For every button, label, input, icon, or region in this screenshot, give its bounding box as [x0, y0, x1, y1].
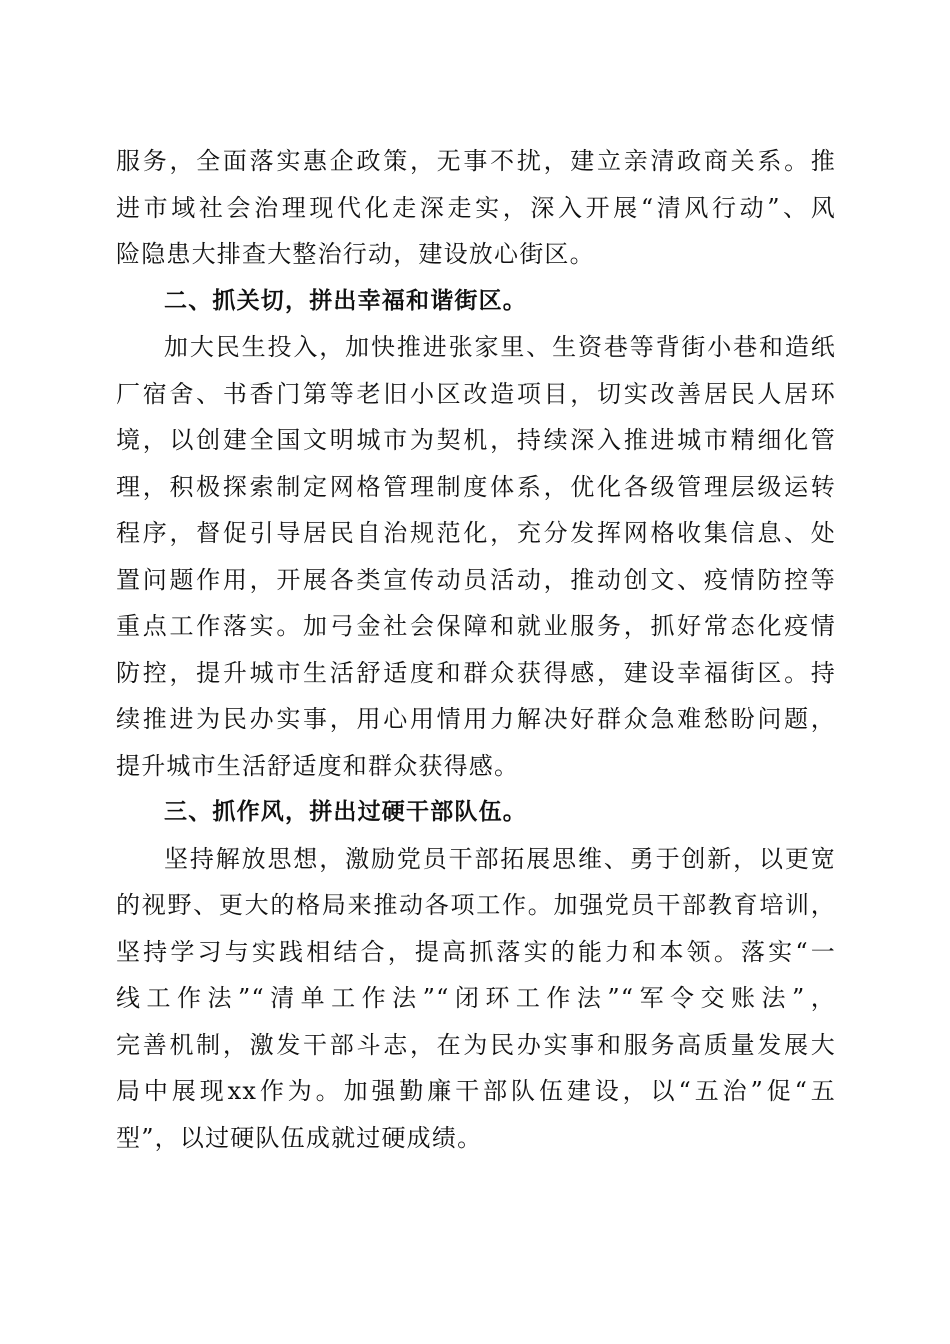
paragraph-line: 坚持解放思想，激励党员干部拓展思维、勇于创新，以更宽 [164, 844, 836, 873]
section-heading-2: 二、抓关切，拼出幸福和谐街区。 [164, 287, 527, 314]
paragraph-line: 局中展现xx作为。加强勤廉干部队伍建设，以“五治”促“五 [116, 1077, 836, 1105]
paragraph-line: 理，积极探索制定网格管理制度体系，优化各级管理层级运转 [116, 472, 836, 501]
paragraph-line: 线工作法”“清单工作法”“闭环工作法”“军令交账法”， [116, 984, 836, 1012]
paragraph-line: 程序，督促引导居民自治规范化，充分发挥网格收集信息、处 [116, 519, 836, 547]
paragraph-line: 加大民生投入，加快推进张家里、生资巷等背街小巷和造纸 [164, 333, 836, 361]
paragraph-line: 型”，以过硬队伍成就过硬成绩。 [116, 1123, 483, 1152]
paragraph-line: 境，以创建全国文明城市为契机，持续深入推进城市精细化管 [116, 426, 836, 454]
document-body [116, 138, 836, 1161]
paragraph-line: 置问题作用，开展各类宣传动员活动，推动创文、疫情防控等 [116, 565, 836, 594]
paragraph-line: 坚持学习与实践相结合，提高抓落实的能力和本领。落实“一 [116, 937, 836, 966]
paragraph-line: 的视野、更大的格局来推动各项工作。加强党员干部教育培训， [116, 891, 836, 919]
paragraph-line: 服务，全面落实惠企政策，无事不扰，建立亲清政商关系。推 [116, 147, 836, 175]
paragraph-line: 完善机制，激发干部斗志，在为民办实事和服务高质量发展大 [116, 1030, 836, 1059]
paragraph-line: 险隐患大排查大整治行动，建设放心街区。 [116, 240, 595, 268]
paragraph-line: 厂宿舍、书香门第等老旧小区改造项目，切实改善居民人居环 [116, 379, 836, 408]
paragraph-line: 续推进为民办实事，用心用情用力解决好群众急难愁盼问题， [116, 705, 836, 733]
paragraph-line: 重点工作落实。加弓金社会保障和就业服务，抓好常态化疫情 [116, 612, 836, 640]
paragraph-line: 防控，提升城市生活舒适度和群众获得感，建设幸福街区。持 [116, 658, 836, 687]
paragraph-line: 进市域社会治理现代化走深走实，深入开展“清风行动”、风 [116, 193, 836, 222]
paragraph-line: 提升城市生活舒适度和群众获得感。 [116, 751, 520, 780]
section-heading-3: 三、抓作风，拼出过硬干部队伍。 [164, 799, 527, 825]
